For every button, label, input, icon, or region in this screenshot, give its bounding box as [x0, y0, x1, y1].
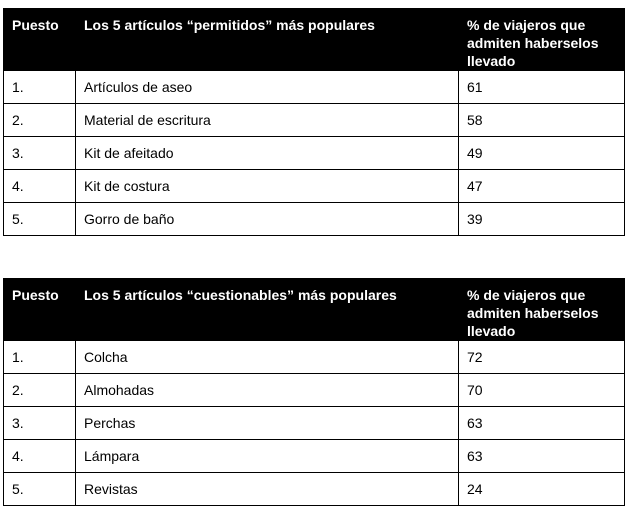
percent-cell: 39 — [459, 203, 625, 236]
rank-cell: 4. — [4, 170, 76, 203]
percent-column-header: % de viajeros que admiten haberselos llevado — [459, 279, 625, 341]
item-cell: Almohadas — [76, 374, 459, 407]
item-column-header: Los 5 artículos “permitidos” más populares — [76, 9, 459, 71]
percent-cell: 72 — [459, 341, 625, 374]
percent-cell: 47 — [459, 170, 625, 203]
rank-cell: 2. — [4, 104, 76, 137]
rank-cell: 1. — [4, 71, 76, 104]
table-row — [4, 137, 625, 170]
item-cell: Gorro de baño — [76, 203, 459, 236]
percent-cell: 24 — [459, 473, 625, 506]
table-row — [4, 440, 625, 473]
table-row — [4, 341, 625, 374]
item-cell: Revistas — [76, 473, 459, 506]
item-cell: Material de escritura — [76, 104, 459, 137]
item-cell: Perchas — [76, 407, 459, 440]
table-row — [4, 71, 625, 104]
table-row — [4, 203, 625, 236]
percent-cell: 49 — [459, 137, 625, 170]
percent-cell: 63 — [459, 407, 625, 440]
item-cell: Kit de afeitado — [76, 137, 459, 170]
questionable-items-table — [3, 278, 625, 506]
rank-cell: 2. — [4, 374, 76, 407]
rank-cell: 5. — [4, 203, 76, 236]
item-cell: Colcha — [76, 341, 459, 374]
percent-cell: 61 — [459, 71, 625, 104]
rank-cell: 3. — [4, 407, 76, 440]
table-row — [4, 407, 625, 440]
rank-cell: 4. — [4, 440, 76, 473]
item-column-header: Los 5 artículos “cuestionables” más populares — [76, 279, 459, 341]
percent-column-header: % de viajeros que admiten haberselos llevado — [459, 9, 625, 71]
table-row — [4, 104, 625, 137]
item-cell: Kit de costura — [76, 170, 459, 203]
percent-cell: 63 — [459, 440, 625, 473]
rank-cell: 3. — [4, 137, 76, 170]
table-row — [4, 473, 625, 506]
table-header-row — [4, 279, 625, 341]
table-row — [4, 170, 625, 203]
rank-column-header: Puesto — [4, 279, 76, 341]
percent-cell: 58 — [459, 104, 625, 137]
rank-cell: 5. — [4, 473, 76, 506]
table-row — [4, 374, 625, 407]
percent-cell: 70 — [459, 374, 625, 407]
permitted-items-table — [3, 8, 625, 236]
item-cell: Lámpara — [76, 440, 459, 473]
table-header-row — [4, 9, 625, 71]
item-cell: Artículos de aseo — [76, 71, 459, 104]
rank-column-header: Puesto — [4, 9, 76, 71]
rank-cell: 1. — [4, 341, 76, 374]
